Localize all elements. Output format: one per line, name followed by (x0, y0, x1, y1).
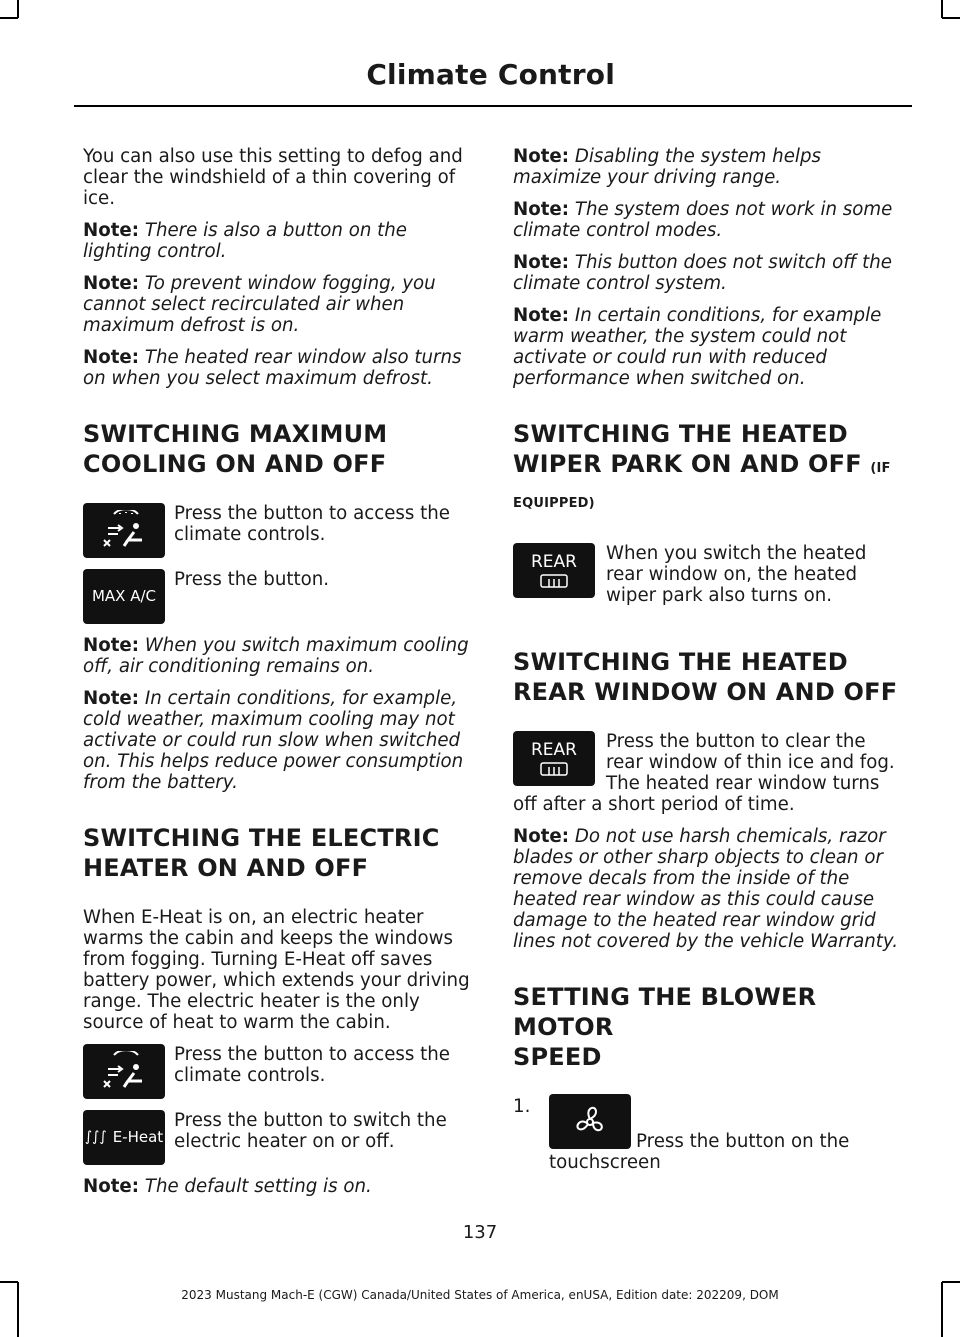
crop-mark (0, 17, 18, 19)
step-number: 1. (513, 1096, 531, 1117)
page-title: Climate Control (366, 58, 615, 91)
section-heading: SWITCHING THE ELECTRIC HEATER ON AND OFF (83, 824, 440, 882)
defrost-grid-icon (539, 761, 569, 777)
max-ac-button-icon: MAX A/C (83, 569, 165, 624)
crop-mark (942, 1281, 960, 1283)
note: Note: In certain conditions, for example warm weather, the system could not activate or could run with reduced performance when switched on. (513, 305, 882, 389)
instruction-text: Press the button to access the climate controls. (174, 1044, 451, 1086)
right-column (513, 146, 905, 1176)
note: Note: This button does not switch off the climate control system. (513, 252, 892, 294)
crop-mark (942, 17, 960, 19)
note: Note: The default setting is on. (83, 1176, 372, 1197)
instruction-text: Press the button. (174, 569, 330, 590)
section-heading: SWITCHING THE HEATED REAR WINDOW ON AND OFF (513, 648, 898, 706)
e-heat-button-icon: ∫∫∫ E-Heat (83, 1110, 165, 1165)
rear-defrost-icon: REAR (513, 731, 595, 786)
section-heading: SWITCHING MAXIMUM COOLING ON AND OFF (83, 420, 388, 478)
body-paragraph: When E-Heat is on, an electric heater warms the cabin and keeps the windows from fogging. Turning E-Heat off saves battery power, which extends your driving range. The electric heater is the only source of heat to warm the cabin. (83, 907, 470, 1033)
instruction-text: Press the button to switch the electric heater on or off. (174, 1110, 447, 1152)
note: Note: To prevent window fogging, you cannot select recirculated air when maximum defrost is on. (83, 273, 436, 336)
defrost-grid-icon (539, 573, 569, 589)
instruction-text: Press the button to clear the rear window of thin ice and fog. The heated rear window turns off after a short period of time. (513, 731, 895, 815)
note: Note: The system does not work in some climate control modes. (513, 199, 893, 241)
section-heading: SWITCHING THE HEATED WIPER PARK ON AND OFF (IF EQUIPPED) (513, 420, 891, 511)
note: Note: When you switch maximum cooling off, air conditioning remains on. (83, 635, 469, 677)
climate-controls-icon (83, 503, 165, 558)
left-column (83, 146, 475, 1208)
note: Note: Disabling the system helps maximize your driving range. (513, 146, 821, 188)
page-number: 137 (462, 1222, 498, 1243)
note: Note: Do not use harsh chemicals, razor blades or other sharp objects to clean or remove decals from the inside of the heated rear window as this could cause damage to the heated rear window grid lines not covered by the vehicle Warranty. (513, 826, 899, 952)
step-text: Press the button on the touchscreen (549, 1131, 850, 1173)
note: Note: There is also a button on the lighting control. (83, 220, 407, 262)
instruction-text: Press the button to access the climate controls. (174, 503, 451, 545)
crop-mark (17, 0, 19, 18)
heat-waves-icon: ∫∫∫ (84, 1129, 107, 1145)
instruction-row (513, 731, 905, 826)
edition-line: 2023 Mustang Mach-E (CGW) Canada/United States of America, enUSA, Edition date: 202209, DOM (181, 1288, 779, 1302)
instruction-row (83, 1044, 475, 1106)
note: Note: The heated rear window also turns on when you select maximum defrost. (83, 347, 462, 389)
note: Note: In certain conditions, for example, cold weather, maximum cooling may not activate or could run slow when switched on. This helps reduce power consumption from the battery. (83, 688, 464, 793)
instruction-row (83, 503, 475, 565)
instruction-row (513, 543, 905, 617)
intro-paragraph: You can also use this setting to defog and clear the windshield of a thin covering of ice. (83, 146, 463, 209)
instruction-row (83, 1110, 475, 1172)
instruction-row (83, 569, 475, 631)
rear-defrost-icon: REAR (513, 543, 595, 598)
crop-mark (941, 0, 943, 18)
crop-mark (0, 1281, 18, 1283)
instruction-text: When you switch the heated rear window on, the heated wiper park also turns on. (606, 543, 867, 606)
climate-controls-icon (83, 1044, 165, 1099)
step-1 (513, 1096, 905, 1176)
header-rule (74, 105, 912, 107)
section-heading: SETTING THE BLOWER MOTOR SPEED (513, 983, 817, 1071)
